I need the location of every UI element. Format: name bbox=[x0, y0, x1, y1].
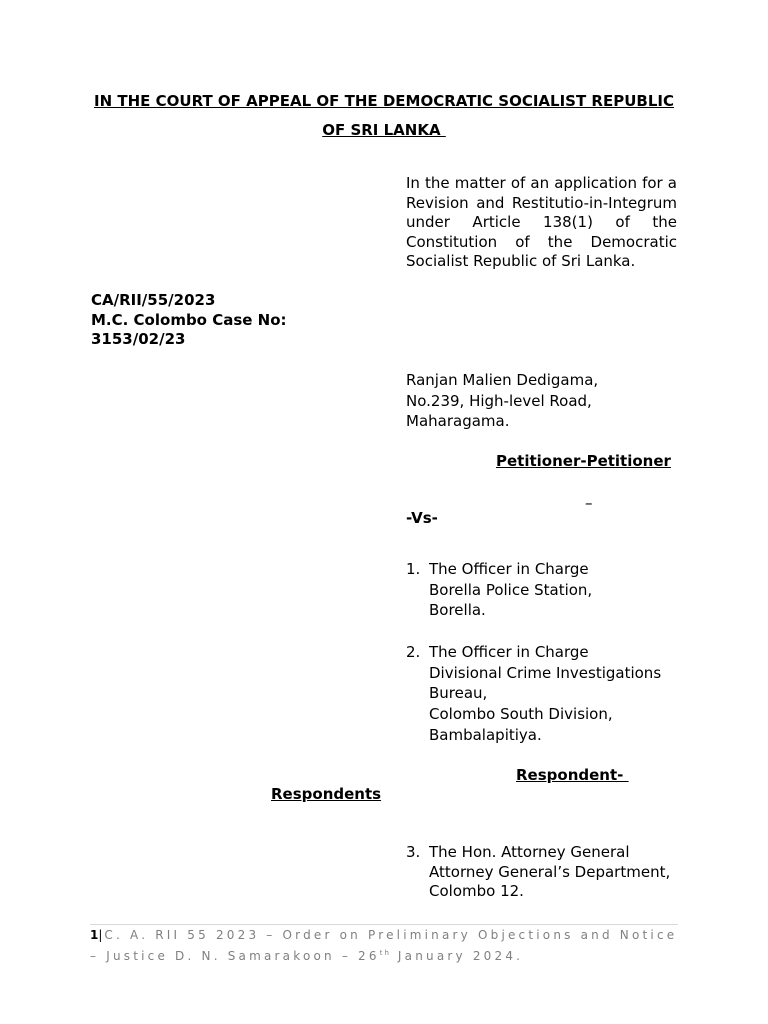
respondent-number: 2. bbox=[406, 643, 421, 661]
footer-superscript: th bbox=[379, 949, 391, 957]
footer-text: C. A. RII 55 2023 – Order on Preliminary Objections and Notice – Justice D. N. Samarakoon – 26 bbox=[90, 928, 678, 963]
mc-case-number: 3153/02/23 bbox=[91, 330, 186, 349]
petitioner-address bbox=[406, 370, 598, 432]
respondent-2 bbox=[406, 642, 661, 746]
respondent-line: Colombo South Division, bbox=[429, 705, 613, 724]
respondent-number: 1. bbox=[406, 560, 421, 578]
case-number-block bbox=[91, 291, 287, 350]
respondent-line: Borella Police Station, bbox=[429, 580, 593, 599]
respondent-line: Bureau, bbox=[429, 684, 488, 703]
respondent-1 bbox=[406, 559, 592, 621]
case-number: CA/RII/55/2023 bbox=[91, 291, 216, 309]
respondent-line: Attorney General’s Department, bbox=[429, 862, 671, 881]
footer-divider bbox=[90, 924, 678, 925]
court-title-line-2: OF SRI LANKA bbox=[322, 121, 446, 139]
respondent-role-part1: Respondent- bbox=[516, 766, 629, 784]
respondent-line: Borella. bbox=[429, 601, 486, 620]
respondent-line: Divisional Crime Investigations bbox=[429, 663, 662, 682]
respondent-number: 3. bbox=[406, 843, 421, 861]
petitioner-street: No.239, High-level Road, bbox=[406, 391, 592, 410]
respondent-line: The Hon. Attorney General bbox=[429, 843, 630, 861]
respondent-line: Bambalapitiya. bbox=[429, 725, 542, 744]
court-title-line-1: IN THE COURT OF APPEAL OF THE DEMOCRATIC SOCIALIST REPUBLIC bbox=[94, 92, 674, 110]
stray-dash: – bbox=[585, 494, 593, 512]
footer-date-end: January 2024. bbox=[390, 949, 524, 963]
petitioner-name: Ranjan Malien Dedigama, bbox=[406, 371, 599, 389]
petitioner-city: Maharagama. bbox=[406, 412, 510, 430]
respondent-3 bbox=[406, 843, 670, 902]
page-number: 1 bbox=[90, 928, 99, 942]
respondent-line: The Officer in Charge bbox=[429, 643, 589, 661]
respondent-role-part2: Respondents bbox=[271, 785, 382, 803]
page-footer bbox=[90, 926, 680, 965]
petitioner-role: Petitioner-Petitioner bbox=[496, 452, 671, 470]
versus-label: -Vs- bbox=[406, 509, 438, 527]
matter-paragraph: In the matter of an application for a Revision and Restitutio-in-Integrum under Article 138(1) of the Constitution of the Democratic Socialist Republic of Sri Lanka. bbox=[406, 174, 677, 271]
footer-separator: | bbox=[98, 928, 103, 942]
respondent-line: Colombo 12. bbox=[429, 882, 524, 901]
respondent-line: The Officer in Charge bbox=[429, 560, 589, 578]
mc-case-label: M.C. Colombo Case No: bbox=[91, 310, 287, 329]
